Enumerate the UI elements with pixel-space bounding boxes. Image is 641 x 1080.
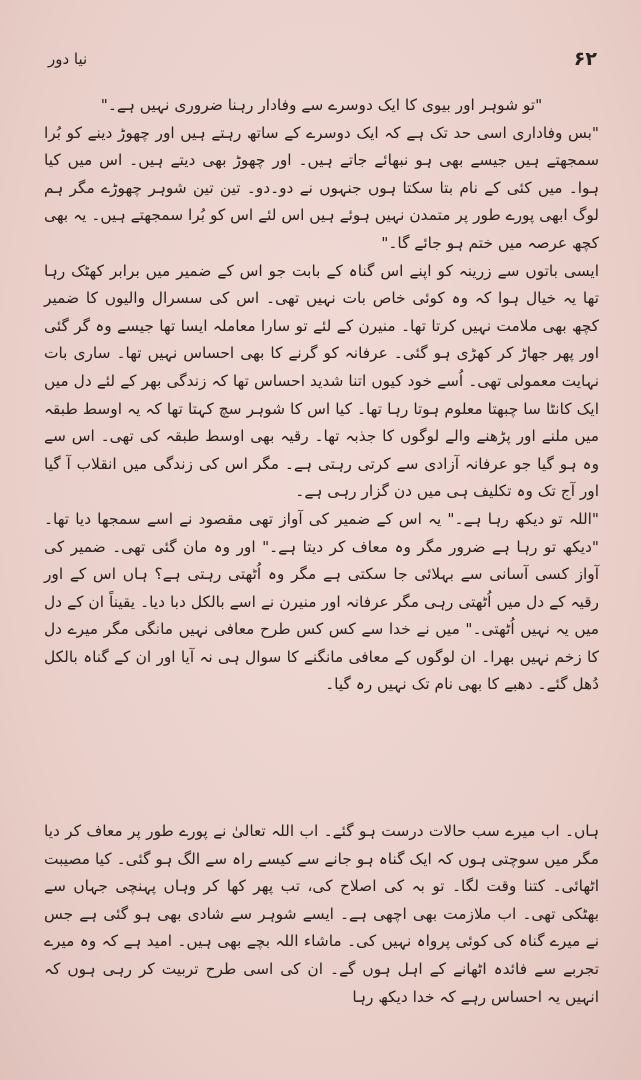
body-text-bottom [44, 818, 599, 1011]
paragraph: "بس وفاداری اسی حد تک ہے کہ ایک دوسرے کے ساتھ رہتے ہیں اور چھوڑ دینے کو بُرا سمجھتے ہیں جیسے بھی ہو نبھائے جاتے ہیں۔ اور چھوڑ بھی دیتے ہیں۔ اس میں کیا ہوا۔ میں کئی کے نام بتا سکتا ہوں جنہوں نے دو۔دو۔ تین تین شوہر چھوڑے مگر ہم لوگ ابھی پورے طور پر متمدن نہیں ہوئے ہیں اس لئے اس کو بُرا سمجھتے ہیں۔ یہ بھی کچھ عرصہ میں ختم ہو جائے گا۔" [44, 123, 599, 252]
paragraph: ایسی باتوں سے زرینہ کو اپنے اس گناہ کے بابت جو اس کے ضمیر میں برابر کھٹک رہا تھا یہ خیال ہوا کہ وہ کوئی خاص بات نہیں تھی۔ اس کی سسرال والیوں کا ضمیر کچھ بھی ملامت نہیں کرتا تھا۔ منیرن کے لئے تو سارا معاملہ ایسا تھا جیسے وہ گر گئی اور پھر جھاڑ کر کھڑی ہو گئی۔ عرفانہ کو گرنے کا بھی احساس نہیں تھا۔ ساری بات نہایت معمولی تھی۔ اُسے خود کیوں اتنا شدید احساس تھا کہ زندگی بھر کے لئے دل میں ایک کانٹا سا چبھتا معلوم ہوتا رہا تھا۔ کیا اس کا شوہر سچ کہتا تھا کہ یہ اوسط طبقہ میں ملنے اور پڑھنے والے لوگوں کا جذبہ تھا۔ رقیہ بھی اوسط طبقہ کی تھی۔ اس سے وہ ہو گیا جو عرفانہ آزادی سے کرتی رہتی ہے۔ مگر اس کی زندگی میں انقلاب آ گیا اور آج تک وہ تکلیف ہی میں دن گزار رہی ہے۔ [44, 261, 599, 501]
paragraph: "تو شوہر اور بیوی کا ایک دوسرے سے وفادار رہنا ضروری نہیں ہے۔" [100, 96, 543, 114]
magazine-title: نیا دور [48, 50, 88, 68]
page-number: ۶۲ [573, 48, 597, 70]
body-text-top [44, 92, 599, 699]
page-header [48, 44, 597, 74]
paragraph: ہاں۔ اب میرے سب حالات درست ہو گئے۔ اب اللہ تعالیٰ نے پورے طور پر معاف کر دیا مگر میں سوچتی ہوں کہ ایک گناہ ہو جانے سے کیسے راہ سے الگ ہو گئی۔ کیا مصیبت اٹھائی۔ کتنا وقت لگا۔ تو بہ کی اصلاح کی، تب پھر کھا کر وہاں پہنچی جہاں سے بھٹکی تھی۔ اب ملازمت بھی اچھی ہے۔ ایسے شوہر سے شادی بھی ہو گئی ہے جس نے میرے گناہ کی کوئی پرواہ نہیں کی۔ ماشاء اللہ بچے بھی ہیں۔ امید ہے کہ وہ میرے تجربے سے فائدہ اٹھانے کے اہل ہوں گے۔ ان کی اسی طرح تربیت کر رہی ہوں کہ انہیں یہ احساس رہے کہ خدا دیکھ رہا [44, 822, 599, 1006]
paragraph: "اللہ تو دیکھ رہا ہے۔" یہ اس کے ضمیر کی آواز تھی مقصود نے اسے سمجھا دیا تھا۔ "دیکھ تو رہا ہے ضرور مگر وہ معاف کر دیتا ہے۔" اور وہ مان گئی تھی۔ ضمیر کی آواز کسی آسانی سے بہلائی جا سکتی ہے مگر وہ اُٹھتی رہتی ہے؟ ہاں اس کے اور رقیہ کے دل میں اُٹھتی رہی مگر عرفانہ اور منیرن نے اسے بالکل دبا دیا۔ یقیناً ان کے دل میں یہ نہیں اُٹھتی۔" میں نے خدا سے کس کس طرح معافی نہیں مانگی مگر میرے دل کا زخم نہیں بھرا۔ ان لوگوں کے معافی مانگنے کا سوال ہی نہ آیا اور ان کے گناہ بالکل دُھل گئے۔ دھبے کا بھی نام تک نہیں رہ گیا۔ [44, 509, 599, 694]
